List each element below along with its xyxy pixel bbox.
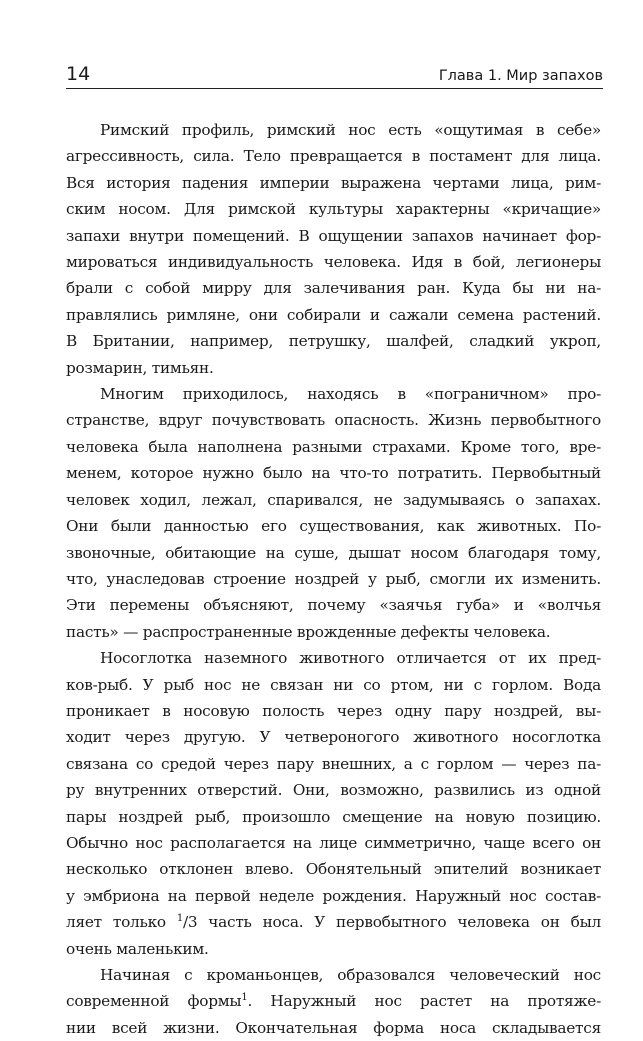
text-line: Римский профиль, римский нос есть «ощутимая в себе» [100,121,601,139]
text-line: что, унаследовав строение ноздрей у рыб, смогли их изменить. [66,569,601,588]
chapter-title: Глава 1. Мир запахов [438,68,603,84]
page-number: 14 [66,63,91,85]
text-line: В Британии, например, петрушку, шалфей, сладкий укроп, [66,332,601,351]
text-line: связана со средой через пару внешних, а с горлом — через па- [66,754,601,773]
fraction-one-third [177,913,198,931]
text-line: очень маленьким. [66,939,209,958]
text-line: Они были данностью его существования, как животных. По- [66,517,601,536]
text-line: пасть» — распространенные врожденные дефекты человека. [66,622,551,641]
text-line: ским носом. Для римской культуры характерны «кричащие» [66,200,601,219]
paragraph-4 [66,962,601,1041]
text-line: несколько отклонен влево. Обонятельный эпителий возникает [66,860,601,879]
paragraph-1 [66,117,601,381]
text-line: звоночные, обитающие на суше, дышат носом благодаря тому, [66,543,601,562]
text-line: запахи внутри помещений. В ощущении запахов начинает фор- [66,226,601,245]
text-line: пары ноздрей рыб, произошло смещение на новую позицию. [66,807,601,826]
text-line: менем, которое нужно было на что-то потратить. Первобытный [66,464,601,483]
text-line: Вся история падения империи выражена чертами лица, рим- [66,173,601,192]
fraction-denominator: 3 [187,913,198,932]
paragraph-2 [66,381,601,645]
fraction-line-before: ляет только [66,913,177,932]
text-line: агрессивность, сила. Тело превращается в постамент для лица. [66,147,601,166]
fraction-slash: / [182,913,188,932]
footnote-line-before: современной формы [66,992,242,1011]
text-line: брали с собой мирру для залечивания ран. Куда бы ни на- [66,279,601,298]
text-line: странстве, вдруг почувствовать опасность. Жизнь первобытного [66,411,601,430]
footnote-line-after: . Наружный нос растет на протяже- [247,992,602,1011]
text-line: ру внутренних отверстий. Они, возможно, развились из одной [66,781,601,800]
text-line: человек ходил, лежал, спаривался, не задумываясь о запахах. [66,490,601,509]
text-line: Обычно нос располагается на лице симметрично, чаще всего он [66,833,601,852]
text-line: розмарин, тимьян. [66,358,214,377]
footnote-mark[interactable]: 1 [241,992,248,1004]
text-line: Начиная с кроманьонцев, образовался человеческий нос [100,966,601,984]
fraction-line-after: часть носа. У первобытного человека он был [197,913,601,932]
text-line: нии всей жизни. Окончательная форма носа складывается [66,1018,601,1037]
paragraph-3 [66,645,601,962]
header-rule [66,88,603,89]
text-line-footnote [66,988,601,1014]
fraction-numerator: 1 [176,913,183,925]
text-line: Носоглотка наземного животного отличается от их пред- [100,649,601,668]
text-line: проникает в носовую полость через одну пару ноздрей, вы- [66,701,601,720]
text-line: Эти перемены объясняют, почему «заячья губа» и «волчья [66,596,601,615]
text-line: мироваться индивидуальность человека. Идя в бой, легионеры [66,253,601,272]
text-line: ков-рыб. У рыб нос не связан ни со ртом, ни с горлом. Вода [66,675,601,694]
text-line: у эмбриона на первой неделе рождения. Наружный нос состав- [66,886,601,905]
text-line: ходит через другую. У четвероногого животного носоглотка [66,728,601,747]
text-line: правлялись римляне, они собирали и сажали семена растений. [66,305,601,324]
text-line: Многим приходилось, находясь в «пограничном» про- [100,385,601,404]
body-text [66,117,601,1041]
text-line-fraction [66,909,601,935]
text-line: человека была наполнена разными страхами. Кроме того, вре- [66,437,601,456]
